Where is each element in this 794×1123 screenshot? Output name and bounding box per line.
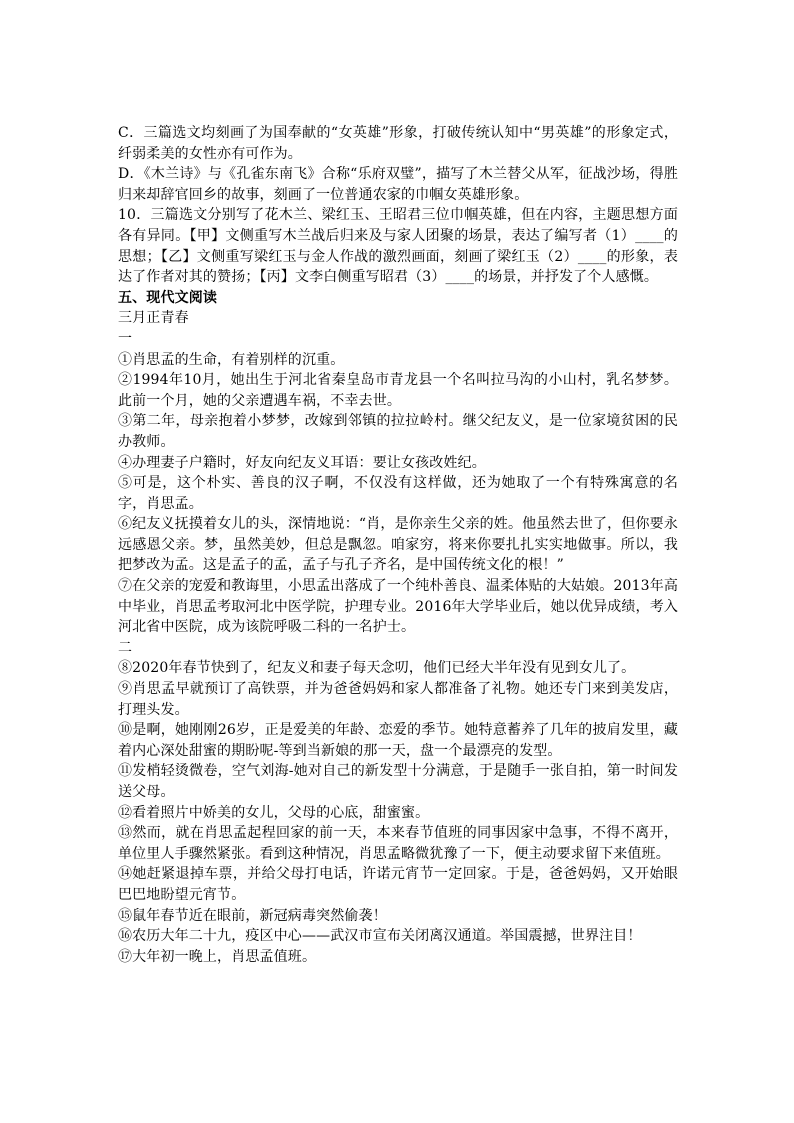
paragraph: ⑤可是，这个朴实、善良的汉子啊，不仅没有这样做，还为她取了一个有特殊寓意的名字，肖思孟。 [118, 475, 678, 512]
paragraph: ⑫看着照片中娇美的女儿，父母的心底，甜蜜蜜。 [118, 804, 430, 821]
paragraph: ⑯农历大年二十九，疫区中心——武汉市宣布关闭离汉通道。举国震撼，世界注目！ [118, 928, 642, 945]
paragraph: ⑰大年初一晚上，肖思孟值班。 [118, 948, 317, 965]
paragraph: ⑬然而，就在肖思孟起程回家的前一天，本来春节值班的同事因家中急事，不得不离开，单位里人手骤然紧张。看到这种情况，肖思孟略微犹豫了一下，便主动要求留下来值班。 [118, 825, 678, 862]
paragraph: ⑧2020年春节快到了，纪友义和妻子每天念叨，他们已经大半年没有见到女儿了。 [118, 660, 636, 677]
paragraph: ⑥纪友义抚摸着女儿的头，深情地说：“肖，是你亲生父亲的姓。他虽然去世了，但你要永远感恩父亲。梦，虽然美妙，但总是飘忽。咱家穷，将来你要扎扎实实地做事。所以，我把梦改为孟。这是孟子的孟，孟子与孔子齐名，是中国传统文化的根！” [118, 516, 678, 574]
section-heading: 五、现代文阅读 [118, 289, 218, 306]
part-marker: 二 [118, 639, 133, 656]
paragraph: ⑭她赶紧退掉车票，并给父母打电话，许诺元宵节一定回家。于是，爸爸妈妈，又开始眼巴巴地盼望元宵节。 [118, 866, 678, 903]
paragraph: ④办理妻子户籍时，好友向纪友义耳语：要让女孩改姓纪。 [118, 454, 486, 471]
part-marker: 一 [118, 330, 133, 347]
paragraph: ③第二年，母亲抱着小梦梦，改嫁到邻镇的拉拉岭村。继父纪友义，是一位家境贫困的民办教师。 [118, 413, 678, 450]
article-title: 三月正青春 [118, 310, 189, 327]
document-body [118, 123, 678, 967]
paragraph: ①肖思孟的生命，有着别样的沉重。 [118, 351, 345, 368]
paragraph: ⑮鼠年春节近在眼前，新冠病毒突然偷袭！ [118, 907, 387, 924]
paragraph: ⑦在父亲的宠爱和教诲里，小思孟出落成了一个纯朴善良、温柔体贴的大姑娘。2013年高中毕业，肖思孟考取河北中医学院，护理专业。2016年大学毕业后，她以优异成绩，考入河北省中医院，成为该院呼吸二科的一名护士。 [118, 578, 678, 636]
option-c: C．三篇选文均刻画了为国奉献的“女英雄”形象，打破传统认知中“男英雄”的形象定式，纤弱柔美的女性亦有可作为。 [118, 125, 678, 162]
option-d: D．《木兰诗》与《孔雀东南飞》合称“乐府双璧”，描写了木兰替父从军，征战沙场，得胜归来却辞官回乡的故事，刻画了一位普通农家的巾帼女英雄形象。 [118, 166, 678, 203]
question-10: 10．三篇选文分别写了花木兰、梁红玉、王昭君三位巾帼英雄，但在内容，主题思想方面各有异同。【甲】文侧重写木兰战后归来及与家人团聚的场景，表达了编写者（1）____的思想；【乙】文侧重写梁红玉与金人作战的激烈画面，刻画了梁红玉（2）____的形象，表达了作者对其的赞扬；【丙】文李白侧重写昭君（3）____的场景，并抒发了个人感慨。 [118, 207, 678, 286]
paragraph: ⑪发梢轻烫微卷，空气刘海-她对自己的新发型十分满意，于是随手一张自拍，第一时间发送父母。 [118, 763, 678, 800]
paragraph: ②1994年10月，她出生于河北省秦皇岛市青龙县一个名叫拉马沟的小山村，乳名梦梦。此前一个月，她的父亲遭遇车祸，不幸去世。 [118, 372, 678, 409]
paragraph: ⑨肖思孟早就预订了高铁票，并为爸爸妈妈和家人都准备了礼物。她还专门来到美发店，打理头发。 [118, 681, 678, 718]
paragraph: ⑩是啊，她刚刚26岁，正是爱美的年龄、恋爱的季节。她特意蓄养了几年的披肩发里，藏着内心深处甜蜜的期盼呢-等到当新娘的那一天，盘一个最漂亮的发型。 [118, 722, 678, 759]
